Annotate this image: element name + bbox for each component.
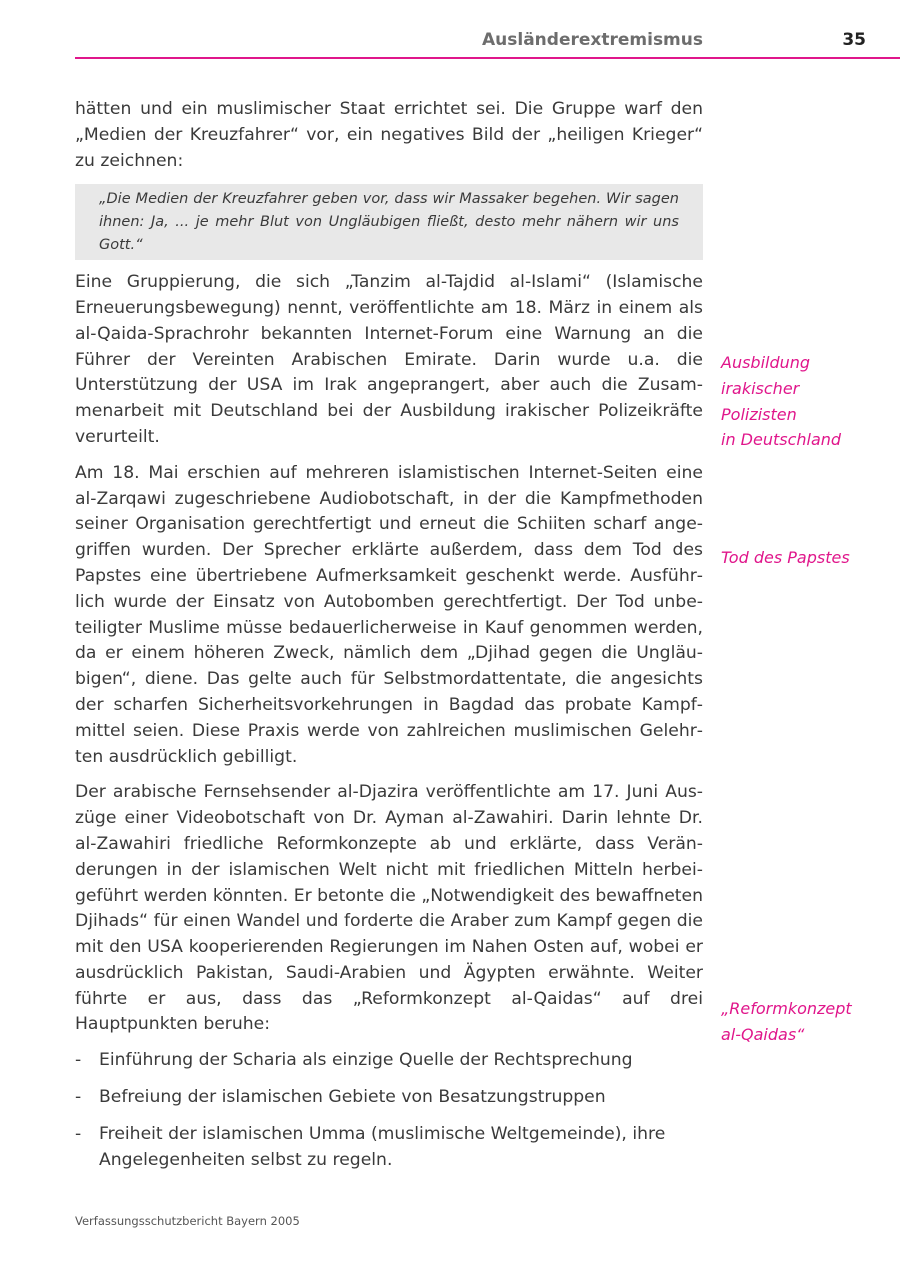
bullet-list (75, 1048, 703, 1173)
margin-note-line: irakischer (721, 378, 800, 398)
paragraph-2: Eine Gruppierung, die sich „Tanzim al-Tajdid al-Islami“ (Islamische Erneuerungsbewegung) nennt, veröffentlichte am 18. März in einem als al-Qaida-Sprachrohr bekannten Internet-Forum eine Warnung an die Führer der Vereinten Arabischen Emirate. Darin wurde u.a. die Unterstützung der USA im Irak angeprangert, aber auch die Zusammenarbeit mit Deutschland bei der Ausbildung irakischer Polizeikräfte verurteilt. (75, 272, 703, 447)
margin-note-ausbildung (721, 350, 896, 453)
margin-note-line: al-Qaidas“ (721, 1024, 805, 1044)
running-header-title: Ausländerextremismus (482, 30, 703, 50)
list-item-text: Einführung der Scharia als einzige Quelle der Rechtsprechung (99, 1050, 633, 1071)
margin-note-line: Tod des Papstes (721, 548, 850, 567)
bullet-dash: - (75, 1087, 82, 1108)
header-divider (75, 57, 900, 59)
paragraph-4: Der arabische Fernsehsender al-Djazira veröffentlichte am 17. Juni Auszüge einer Videobotschaft von Dr. Ayman al-Zawahiri. Darin lehnte Dr. al-Zawahiri friedliche Reformkonzepte ab und erklärte, dass Veränderungen in der islamischen Welt nicht mit friedlichen Mitteln herbeigeführt werden könnten. Er betonte die „Notwendigkeit des bewaffneten Djihads“ für einen Wandel und forderte die Araber zum Kampf gegen die mit den USA kooperierenden Regierungen im Nahen Osten auf, wobei er ausdrücklich Pakistan, Saudi-Arabien und Ägypten erwähnte. Weiter führte er aus, dass das „Reformkonzept al-Qaidas“ auf drei Hauptpunkten beruhe: (75, 782, 703, 1035)
margin-note-line: Polizisten (721, 404, 797, 424)
margin-note-reformkonzept (721, 996, 896, 1048)
bullet-dash: - (75, 1123, 82, 1144)
margin-note-line: Ausbildung (721, 353, 811, 372)
paragraph-1: hätten und ein muslimischer Staat errichtet sei. Die Gruppe warf den „Medien der Kreuzfahrer“ vor, ein negatives Bild der „heiligen Krieger“ zu zeichnen: (75, 99, 703, 171)
list-item-text: Befreiung der islamischen Gebiete von Besatzungstruppen (99, 1087, 606, 1108)
main-text-column (75, 97, 703, 1184)
margin-note-line: „Reformkonzept (721, 999, 852, 1018)
bullet-dash: - (75, 1050, 82, 1071)
list-item (75, 1048, 703, 1074)
quote-block: „Die Medien der Kreuzfahrer geben vor, dass wir Massaker begehen. Wir sagen ihnen: Ja, ... je mehr Blut von Ungläubigen fließt, desto mehr nähern wir uns Gott.“ (75, 184, 703, 260)
page-footer: Verfassungsschutzbericht Bayern 2005 (75, 1214, 300, 1228)
list-item (75, 1122, 703, 1174)
list-item (75, 1085, 703, 1111)
paragraph-3: Am 18. Mai erschien auf mehreren islamistischen Internet-Seiten eine al-Zarqawi zugeschriebene Audiobotschaft, in der die Kampfmethoden seiner Organisation gerechtfertigt und erneut die Schiiten scharf angegriffen wurden. Der Sprecher erklärte außerdem, dass dem Tod des Papstes eine übertriebene Aufmerksamkeit geschenkt werde. Ausführlich wurde der Einsatz von Autobomben gerechtfertigt. Der Tod unbeteiligter Muslime müsse bedauerlicherweise in Kauf genommen werden, da er einem höheren Zweck, nämlich dem „Djihad gegen die Ungläubigen“, diene. Das gelte auch für Selbstmordattentate, die angesichts der scharfen Sicherheitsvorkehrungen in Bagdad das probate Kampfmittel seien. Diese Praxis werde von zahlreichen muslimischen Gelehrten ausdrücklich gebilligt. (75, 462, 703, 767)
page-number: 35 (842, 30, 866, 50)
list-item-text: Freiheit der islamischen Umma (muslimische Weltgemeinde), ihre Angelegenheiten selbst zu regeln. (99, 1123, 666, 1170)
margin-note-line: in Deutschland (721, 430, 842, 450)
margin-note-papst (721, 545, 896, 571)
